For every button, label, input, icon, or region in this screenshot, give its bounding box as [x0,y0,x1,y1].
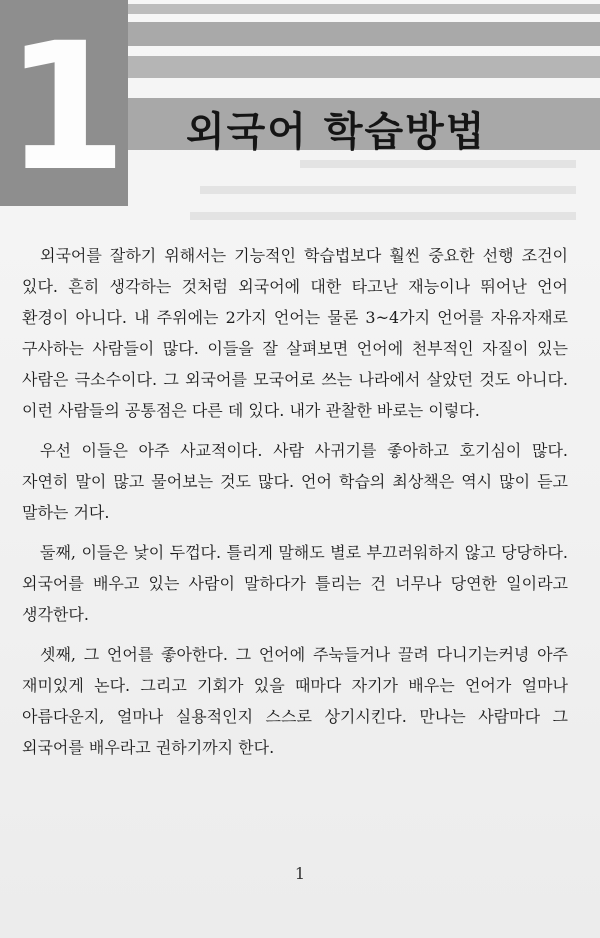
bleed-through-shadow [200,186,576,194]
page-number: 1 [294,864,306,883]
paragraph: 우선 이들은 아주 사교적이다. 사람 사귀기를 좋아하고 호기심이 많다. 자연히 말이 많고 물어보는 것도 많다. 언어 학습의 최상책은 역시 많이 듣고 말하는 거다. [22,441,568,522]
bleed-through-shadow [190,212,576,220]
header-stripe [128,4,600,14]
paragraph: 셋째, 그 언어를 좋아한다. 그 언어에 주눅들거나 끌려 다니기는커녕 아주 재미있게 논다. 그리고 기회가 있을 때마다 자기가 배우는 언어가 얼마나 아름다운지, 얼마나 실용적인지 스스로 상기시킨다. 만나는 사람마다 그 외국어를 배우라고 권하기까지 한다. [22,645,568,757]
chapter-title: 외국어 학습방법 [186,109,487,155]
bleed-through-shadow [300,160,576,168]
chapter-number: 1 [0,0,128,206]
paragraph: 둘째, 이들은 낯이 두껍다. 틀리게 말해도 별로 부끄러워하지 않고 당당하다. 외국어를 배우고 있는 사람이 말하다가 틀리는 건 너무나 당연한 일이라고 생각한다. [22,543,568,624]
header-stripe [128,56,600,78]
body-text [22,240,568,772]
header-stripe [128,22,600,46]
paragraph: 외국어를 잘하기 위해서는 기능적인 학습법보다 훨씬 중요한 선행 조건이 있다. 흔히 생각하는 것처럼 외국어에 대한 타고난 재능이나 뛰어난 언어 환경이 아니다. 내 주위에는 2가지 언어는 물론 3~4가지 언어를 자유자재로 구사하는 사람들이 많다. 이들을 잘 살펴보면 언어에 천부적인 자질이 있는 사람은 극소수이다. 그 외국어를 모국어로 쓰는 나라에서 살았던 것도 아니다. 이런 사람들의 공통점은 다른 데 있다. 내가 관찰한 바로는 이렇다. [22,246,568,420]
